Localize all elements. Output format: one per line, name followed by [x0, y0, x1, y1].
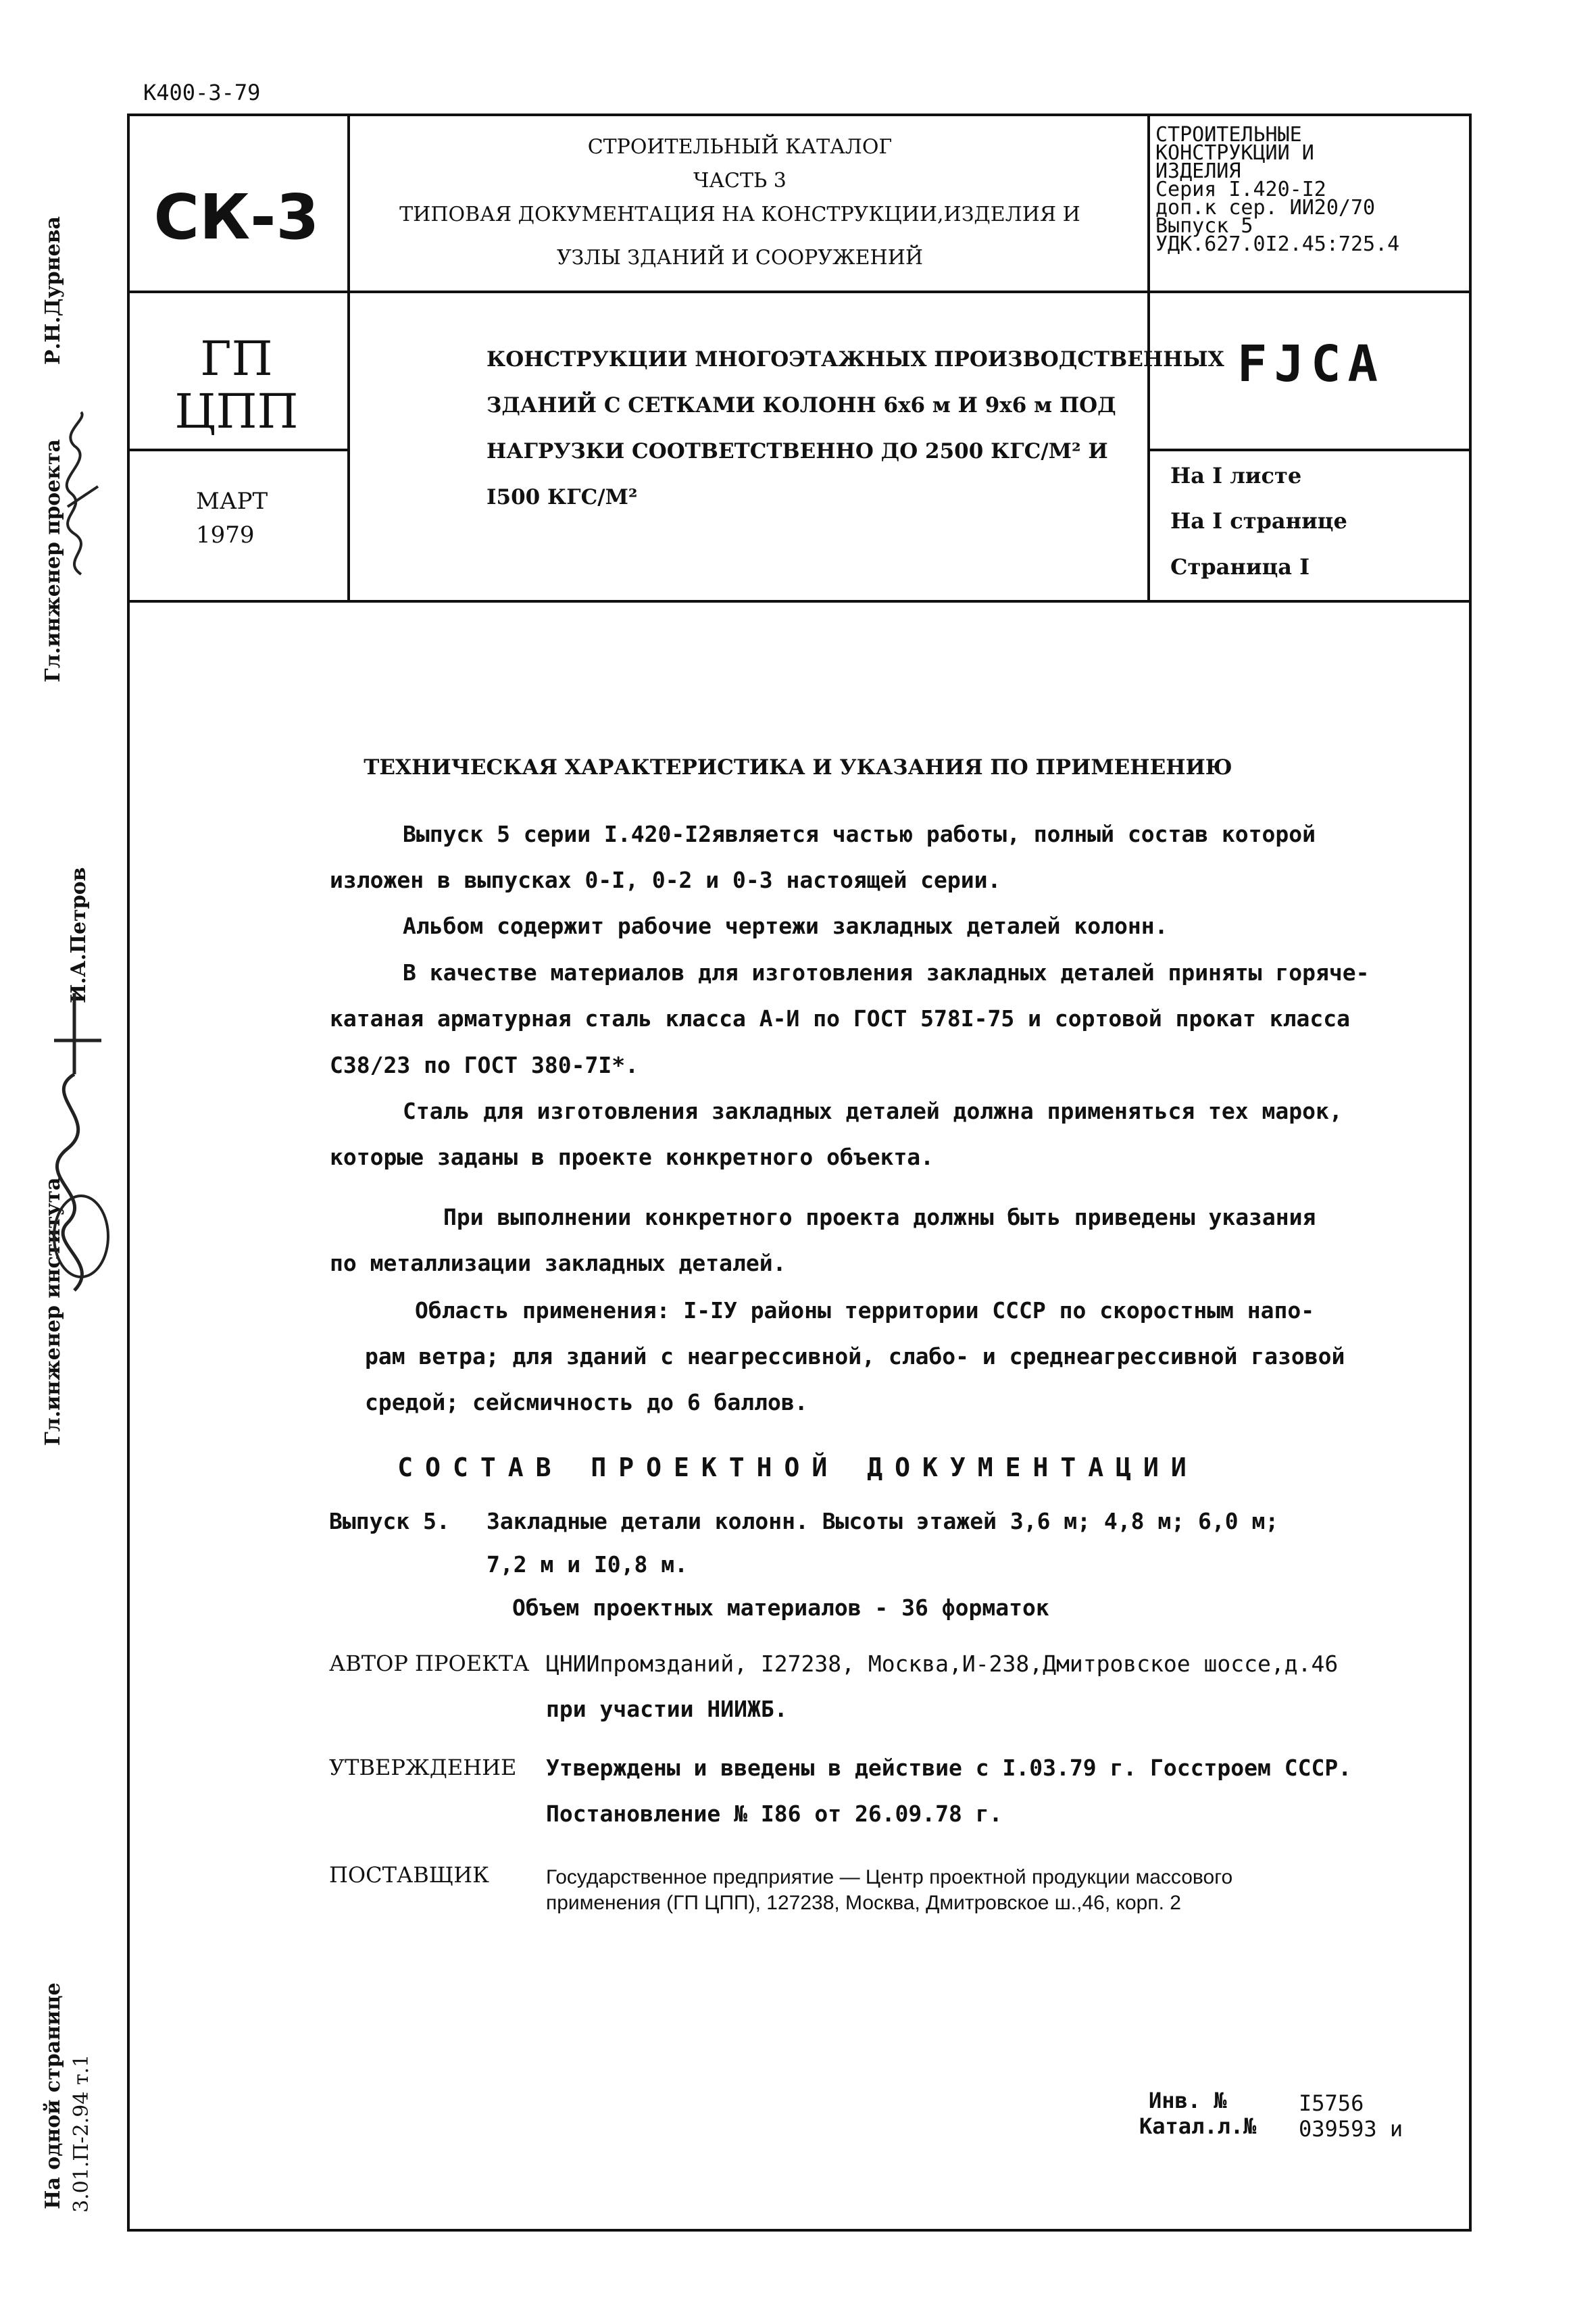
side-label-project-engineer-name: Р.Н.Дурнева: [41, 216, 65, 365]
stamp-divider-1: [127, 291, 1472, 293]
ck3-mark: СК-3: [153, 181, 320, 253]
series-line-2: КОНСТРУКЦИИ И: [1155, 141, 1314, 165]
catalog-line-3: ТИПОВАЯ ДОКУМЕНТАЦИЯ НА КОНСТРУКЦИИ,ИЗДЕЛИЯ И: [399, 203, 1080, 226]
paragraph-line-2: изложен в выпусках 0-I, 0-2 и 0-3 настоящей серии.: [330, 867, 1001, 893]
sheets-count: На I листе: [1170, 463, 1302, 488]
supplier-text: [546, 1865, 1424, 1916]
paragraph-line-8: которые заданы в проекте конкретного объекта.: [330, 1144, 934, 1170]
side-label-chief-institute-engineer: Гл.инженер института: [41, 1177, 65, 1446]
paragraph-line-12: рам ветра; для зданий с неагрессивной, слабо- и среднеагрессивной газовой: [365, 1343, 1345, 1369]
series-info: [1155, 123, 1473, 256]
paragraph-line-6: С38/23 по ГОСТ 380-7I*.: [330, 1052, 639, 1078]
author-label: АВТОР ПРОЕКТА: [329, 1651, 530, 1676]
issue-text-2: 7,2 м и I0,8 м.: [487, 1551, 689, 1578]
inventory-value: I5756: [1299, 2090, 1364, 2116]
issue-label: Выпуск 5.: [329, 1508, 450, 1534]
composition-title: СОСТАВ ПРОЕКТНОЙ ДОКУМЕНТАЦИИ: [397, 1453, 1199, 1482]
catalog-line-4: УЗЛЫ ЗДАНИЙ И СООРУЖЕНИЙ: [556, 246, 924, 270]
paragraph-line-11: Область применения: I-IУ районы территории СССР по скоростным напо-: [415, 1297, 1315, 1324]
code-mark: FJCA: [1237, 335, 1385, 393]
issue-year: 1979: [196, 522, 255, 549]
author-line-2: при участии НИИЖБ.: [546, 1696, 788, 1722]
author-line-1: ЦНИИпромзданий, I27238, Москва,И-238,Дмитровское шоссе,д.46: [546, 1651, 1339, 1677]
subject-line-4: I500 КГС/М²: [487, 485, 638, 509]
supplier-line-2: применения (ГП ЦПП), 127238, Москва, Дмитровское ш.,46, корп. 2: [546, 1892, 1181, 1914]
approval-line-1: Утверждены и введены в действие с I.03.79 г. Госстроем СССР.: [546, 1755, 1352, 1781]
stamp-divider-left: [127, 449, 349, 451]
catalog-line-2: ЧАСТЬ 3: [693, 169, 787, 193]
paragraph-line-13: средой; сейсмичность до 6 баллов.: [365, 1389, 808, 1415]
supplier-label: ПОСТАВЩИК: [329, 1862, 489, 1888]
stamp-divider-2: [127, 600, 1472, 603]
signature-institute-engineer: [27, 980, 115, 1304]
series-line-7: УДК.627.0I2.45:725.4: [1155, 232, 1400, 256]
stamp-divider-right: [1149, 449, 1472, 451]
series-line-5: доп.к сер. ИИ20/70: [1155, 196, 1376, 220]
paragraph-line-3: Альбом содержит рабочие чертежи закладных деталей колонн.: [403, 913, 1168, 939]
org-line-2: ЦПП: [174, 384, 299, 439]
paragraph-line-9: При выполнении конкретного проекта должны быть приведены указания: [443, 1204, 1316, 1230]
subject-block: [487, 336, 1224, 520]
supplier-line-1: Государственное предприятие — Центр проектной продукции массового: [546, 1866, 1233, 1888]
main-title: ТЕХНИЧЕСКАЯ ХАРАКТЕРИСТИКА И УКАЗАНИЯ ПО ПРИМЕНЕНИЮ: [364, 755, 1232, 780]
series-line-4: Серия I.420-I2: [1155, 178, 1326, 201]
side-label-institute-engineer-name: И.А.Петров: [67, 867, 91, 1003]
page-number: Страница I: [1170, 554, 1310, 580]
approval-label: УТВЕРЖДЕНИЕ: [329, 1755, 517, 1780]
subject-line-1: КОНСТРУКЦИИ МНОГОЭТАЖНЫХ ПРОИЗВОДСТВЕННЫХ: [487, 347, 1224, 372]
stamp-divider-v1: [347, 114, 350, 600]
subject-line-3: НАГРУЗКИ СООТВЕТСТВЕННО ДО 2500 КГС/М² И: [487, 439, 1108, 463]
catalog-sheet-value: 039593 и: [1299, 2116, 1403, 2142]
subject-line-2: ЗДАНИЙ С СЕТКАМИ КОЛОНН 6х6 м И 9х6 м ПОД: [487, 393, 1116, 418]
org-line-1: ГП: [200, 331, 273, 386]
catalog-sheet-label: Катал.л.№: [1139, 2113, 1257, 2139]
document-code: К400-3-79: [143, 80, 261, 105]
paragraph-line-4: В качестве материалов для изготовления закладных деталей приняты горяче-: [403, 959, 1370, 986]
paragraph-line-7: Сталь для изготовления закладных деталей должна применяться тех марок,: [403, 1098, 1343, 1124]
series-line-3: ИЗДЕЛИЯ: [1155, 159, 1241, 183]
volume-text: Объем проектных материалов - 36 форматок: [512, 1594, 1049, 1621]
series-line-6: Выпуск 5: [1155, 214, 1253, 238]
inventory-label: Инв. №: [1149, 2088, 1227, 2113]
pages-count: На I странице: [1170, 508, 1347, 534]
paragraph-line-10: по металлизации закладных деталей.: [330, 1250, 787, 1276]
paragraph-line-1: Выпуск 5 серии I.420-I2является частью работы, полный состав которой: [403, 821, 1316, 847]
side-label-chief-project-engineer: Гл.инженер проекта: [41, 438, 65, 682]
catalog-line-1: СТРОИТЕЛЬНЫЙ КАТАЛОГ: [587, 135, 893, 159]
approval-line-2: Постановление № I86 от 26.09.78 г.: [546, 1801, 1003, 1827]
issue-text-1: Закладные детали колонн. Высоты этажей 3,6 м; 4,8 м; 6,0 м;: [487, 1508, 1279, 1534]
signature-project-engineer: [34, 405, 108, 581]
side-label-form-code: 3.01.П-2.94 т.1: [70, 2054, 93, 2213]
side-label-one-page: На одной странице: [41, 1982, 65, 2209]
series-line-1: СТРОИТЕЛЬНЫЕ: [1155, 123, 1302, 147]
paragraph-line-5: катаная арматурная сталь класса А-И по ГОСТ 578I-75 и сортовой прокат класса: [330, 1005, 1350, 1032]
issue-month: МАРТ: [196, 488, 268, 515]
